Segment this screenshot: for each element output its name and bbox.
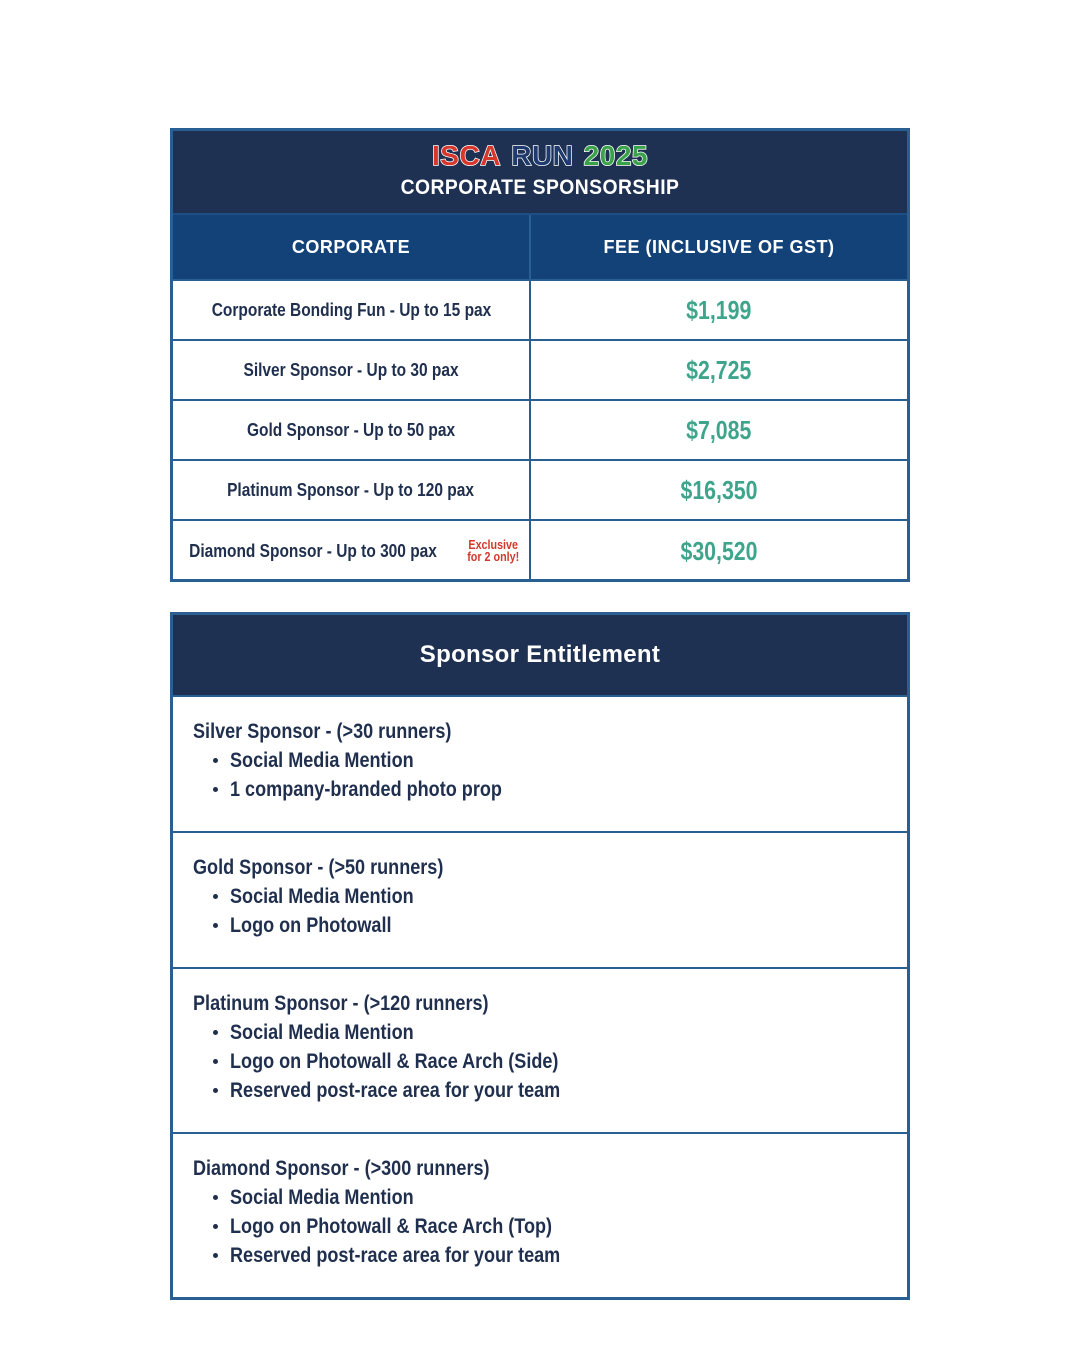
bullet-icon [213, 1253, 218, 1258]
list-item: Social Media Mention [213, 882, 907, 911]
list-item: Reserved post-race area for your team [213, 1241, 907, 1270]
bullet-icon [213, 787, 218, 792]
tier-name: Diamond Sponsor - Up to 300 pax [188, 540, 437, 561]
entitlement-section-silver [173, 697, 907, 833]
entitlement-list [193, 882, 907, 940]
exclusive-note [467, 539, 519, 563]
bullet-icon [213, 1088, 218, 1093]
bullet-icon [213, 923, 218, 928]
entitlement-list [193, 1018, 907, 1105]
entitlement-section-diamond [173, 1134, 907, 1270]
pricing-header-row [173, 215, 907, 281]
entitlement-list [193, 1183, 907, 1270]
list-item: 1 company-branded photo prop [213, 775, 907, 804]
list-item: Reserved post-race area for your team [213, 1076, 907, 1105]
event-title-run: RUN [511, 140, 574, 171]
list-item: Social Media Mention [213, 1018, 907, 1047]
exclusive-note-line2: for 2 only! [467, 550, 520, 564]
table-row [173, 341, 907, 401]
table-row [173, 461, 907, 521]
table-subtitle: CORPORATE SPONSORSHIP [400, 176, 680, 199]
bullet-icon [213, 1224, 218, 1229]
tier-fee: $7,085 [686, 414, 752, 445]
bullet-icon [213, 758, 218, 763]
table-row [173, 281, 907, 341]
pricing-table [170, 128, 910, 582]
exclusive-note-line1: Exclusive [468, 538, 518, 552]
bullet-icon [213, 1030, 218, 1035]
bullet-icon [213, 894, 218, 899]
tier-fee: $1,199 [686, 294, 752, 325]
tier-name: Gold Sponsor - Up to 50 pax [246, 419, 456, 440]
header-corporate: CORPORATE [173, 215, 531, 279]
list-item: Logo on Photowall [213, 911, 907, 940]
table-row [173, 401, 907, 461]
bullet-icon [213, 1195, 218, 1200]
tier-name: Corporate Bonding Fun - Up to 15 pax [211, 299, 491, 320]
list-item: Social Media Mention [213, 1183, 907, 1212]
tier-name: Silver Sponsor - Up to 30 pax [243, 359, 459, 380]
tier-fee: $30,520 [680, 535, 758, 566]
event-title-year: 2025 [583, 140, 648, 171]
tier-fee: $16,350 [680, 474, 758, 505]
list-item: Logo on Photowall & Race Arch (Top) [213, 1212, 907, 1241]
list-item: Logo on Photowall & Race Arch (Side) [213, 1047, 907, 1076]
entitlement-title: Gold Sponsor - (>50 runners) [193, 856, 444, 879]
entitlement-list [193, 746, 907, 804]
entitlement-header: Sponsor Entitlement [173, 615, 907, 697]
entitlement-section-platinum [173, 969, 907, 1134]
list-item: Social Media Mention [213, 746, 907, 775]
title-block [173, 131, 907, 215]
entitlement-title: Silver Sponsor - (>30 runners) [193, 720, 452, 743]
tier-name: Platinum Sponsor - Up to 120 pax [227, 479, 475, 500]
entitlement-table [170, 612, 910, 1300]
bullet-icon [213, 1059, 218, 1064]
entitlement-section-gold [173, 833, 907, 969]
header-fee: FEE (INCLUSIVE OF GST) [603, 236, 835, 257]
tier-fee: $2,725 [686, 354, 752, 385]
table-row [173, 521, 907, 581]
entitlement-title: Diamond Sponsor - (>300 runners) [193, 1157, 490, 1180]
event-logo-title [173, 139, 907, 173]
entitlement-title: Platinum Sponsor - (>120 runners) [193, 992, 489, 1015]
event-title-isca: ISCA [432, 140, 501, 171]
